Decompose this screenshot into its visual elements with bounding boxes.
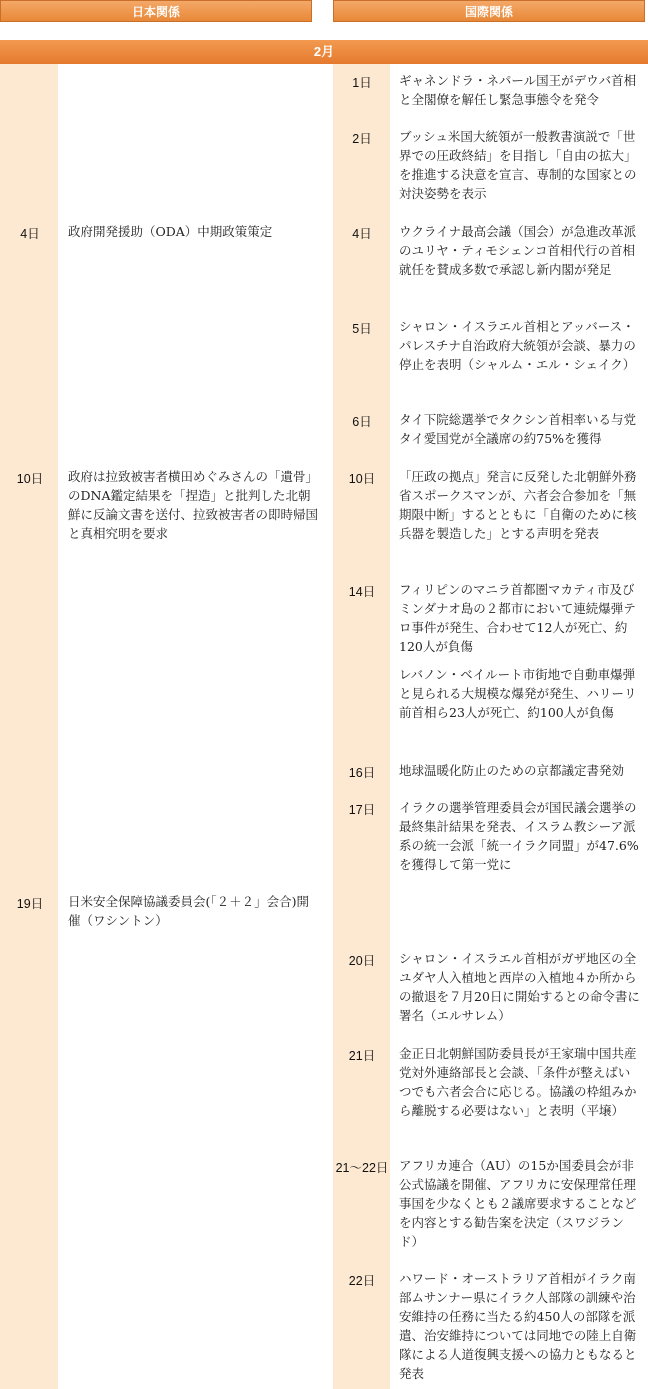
intl-event-text: タイ下院総選挙でタクシン首相率いる与党タイ愛国党が全議席の約75%を獲得 [399,412,636,446]
japan-event-day: 4日 [20,227,40,241]
intl-event-text: 地球温暖化防止のための京都議定書発効 [399,763,625,778]
intl-event-text: ギャネンドラ・ネパール国王がデウバ首相と全閣僚を解任し緊急事態令を発令 [399,73,637,107]
intl-event-text: 「圧政の拠点」発言に反発した北朝鮮外務省スポークスマンが、六者会合参加を「無期限中断」するとともに「自衛のために核兵器を製造した」とする声明を発表 [399,469,637,541]
intl-event-text: ブッシュ米国大統領が一般教書演説で「世界での圧政終結」を目指し「自由の拡大」を推進する決意を宣言、専制的な国家との対決姿勢を表示 [399,129,637,201]
intl-event-day: 6日 [352,415,372,429]
month-banner: 2月 [0,40,648,64]
intl-event-text: フィリピンのマニラ首都圏マカティ市及びミンダナオ島の２都市において連続爆弾テロ事件が発生、合わせて12人が死亡、約120人が負傷 [399,582,636,654]
japan-event-text: 政府開発援助（ODA）中期政策策定 [68,224,273,239]
intl-event-day: 4日 [352,227,372,241]
international-relations-header: 国際関係 [333,0,645,22]
intl-event-day: 1日 [352,76,372,90]
intl-event-day: 21～22日 [335,1161,389,1175]
intl-event-day: 2日 [352,132,372,146]
intl-event-day: 17日 [348,803,376,817]
intl-event-text: イラクの選挙管理委員会が国民議会選挙の最終集計結果を発表、イスラム教シーア派系の統一会派「統一イラク同盟」が47.6%を獲得して第一党に [399,800,639,872]
japan-event-text: 日米安全保障協議委員会(「２＋２」会合)開催（ワシントン） [68,894,310,928]
japan-relations-header: 日本関係 [0,0,312,22]
intl-event-day: 22日 [348,1274,376,1288]
intl-event-text: ハワード・オーストラリア首相がイラク南部ムサンナー県にイラク人部隊の訓練や治安維持の任務に当たる約450人の部隊を派遣、治安維持については同地での陸上自衛隊による人道復興支援への協力ともなると発表 [399,1271,637,1381]
intl-event-day: 10日 [348,472,376,486]
intl-event-day: 5日 [352,322,372,336]
intl-event-day: 16日 [348,766,376,780]
intl-event-text: シャロン・イスラエル首相がガザ地区の全ユダヤ人入植地と西岸の入植地４か所からの撤退を７月20日に開始するとの命令書に署名（エルサレム） [399,951,640,1023]
japan-event-day: 10日 [16,472,44,486]
intl-event-text: シャロン・イスラエル首相とアッバース・パレスチナ自治政府大統領が会談、暴力の停止を表明（シャルム・エル・シェイク） [399,319,636,372]
intl-event-day: 20日 [348,954,376,968]
intl-event-day: 21日 [348,1049,376,1063]
japan-day-column [0,64,58,1389]
intl-event-text: レバノン・ベイルート市街地で自動車爆弾と見られる大規模な爆発が発生、ハリーリ前首相ら23人が死亡、約100人が負傷 [399,667,637,720]
intl-event-text: 金正日北朝鮮国防委員長が王家瑞中国共産党対外連絡部長と会談、「条件が整えばいつでも六者会合に応じる。協議の枠組みから離脱する必要はない」と表明（平壌） [399,1046,637,1118]
japan-event-day: 19日 [16,897,44,911]
international-day-column [333,64,390,1389]
intl-event-text: アフリカ連合（AU）の15か国委員会が非公式協議を開催、アフリカに安保理常任理事国を少なくとも２議席要求することなどを内容とする勧告案を決定（スワジランド） [399,1158,637,1249]
japan-event-text: 政府は拉致被害者横田めぐみさんの「遺骨」のDNA鑑定結果を「捏造」と批判した北朝鮮に反論文書を送付、拉致被害者の即時帰国と真相究明を要求 [68,469,319,541]
intl-event-text: ウクライナ最高会議（国会）が急進改革派のユリヤ・ティモシェンコ首相代行の首相就任を賛成多数で承認し新内閣が発足 [399,224,637,277]
intl-event-day: 14日 [348,585,376,599]
